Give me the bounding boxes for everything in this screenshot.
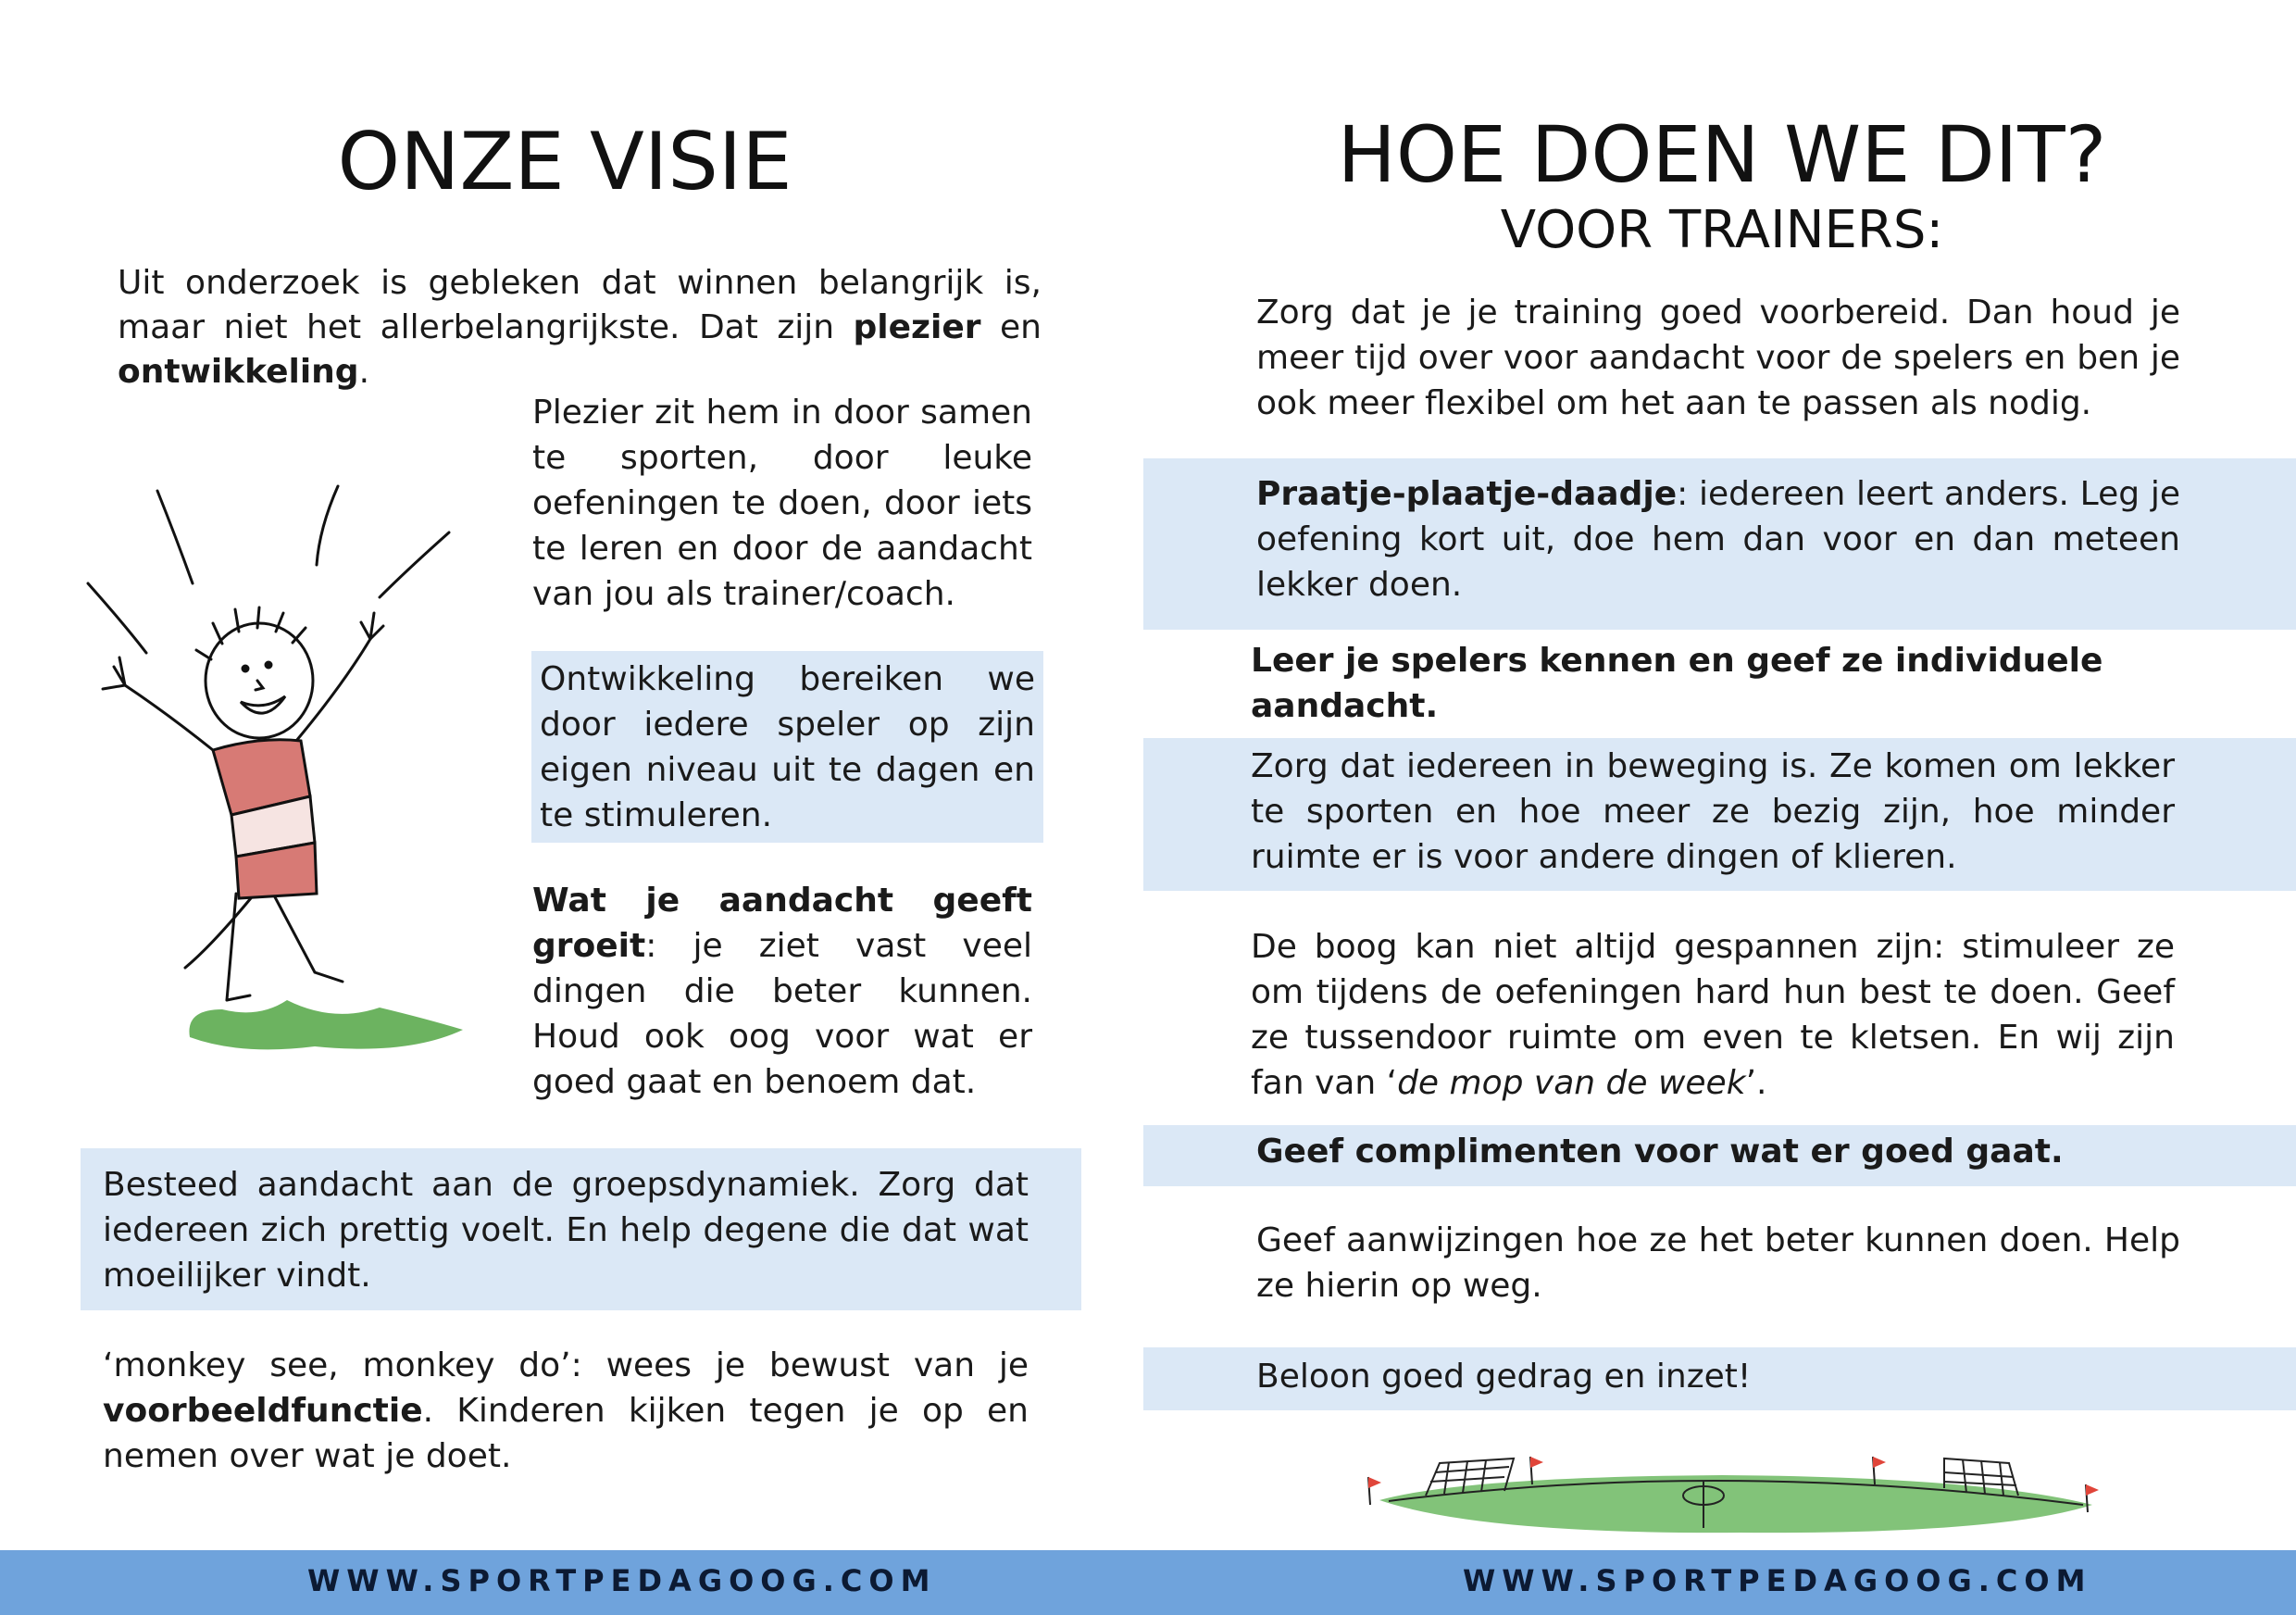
- left-arm: [125, 685, 213, 750]
- left-footer-link[interactable]: WWW.SPORTPEDAGOOG.COM: [307, 1563, 937, 1598]
- aandacht-rest: : je ziet vast veel dingen die beter kunnen. Houd ook oog voor wat er goed gaat en benoem dat.: [532, 927, 1032, 1101]
- spelers-kennen-heading: Leer je spelers kennen en geef ze individuele aandacht.: [1251, 642, 2103, 725]
- right-hand: [361, 613, 383, 639]
- football-field-drawing: [1352, 1431, 2111, 1542]
- left-foot: [227, 995, 250, 1000]
- right-footer-link[interactable]: WWW.SPORTPEDAGOOG.COM: [1463, 1563, 2092, 1598]
- groep-paragraph: Besteed aandacht aan de groepsdynamiek. Zorg dat iedereen zich prettig voelt. En help degene die dat wat moeilijker vindt.: [103, 1166, 1029, 1295]
- boog-text-a: De boog kan niet altijd gespannen zijn: stimuleer ze om tijdens de oefeningen hard hun best te doen. Geef ze tussendoor ruimte om even te kletsen. En wij zijn fan van ‘: [1251, 928, 2175, 1102]
- beweging-paragraph: Zorg dat iedereen in beweging is. Ze komen om lekker te sporten en hoe meer ze bezig zijn, hoe minder ruimte er is voor andere dingen of klieren.: [1251, 747, 2175, 876]
- boog-paragraph: [1251, 924, 2175, 1106]
- intro-text-a: Uit onderzoek is gebleken dat winnen belangrijk is, maar niet het allerbelangrijkste. Dat zijn: [118, 264, 1042, 346]
- right-leg: [227, 894, 343, 1000]
- boog-italic: de mop van de week: [1397, 1064, 1746, 1102]
- monkey-text-a: ‘monkey see, monkey do’: wees je bewust van je: [103, 1346, 1029, 1384]
- preparation-paragraph: Zorg dat je je training goed voorbereid. Dan houd je meer tijd over voor aandacht voor de spelers en ben je ook meer flexibel om het aan te passen als nodig.: [1256, 294, 2180, 422]
- intro-paragraph: [118, 261, 1042, 394]
- aandacht-bold: Wat je aandacht geeft groeit: [532, 882, 1032, 965]
- eye: [266, 662, 271, 668]
- monkey-bold: voorbeeldfunctie: [103, 1392, 423, 1430]
- nose: [256, 681, 263, 690]
- head: [206, 623, 313, 738]
- corner-flag: [1368, 1477, 1381, 1488]
- intro-bold-plezier: plezier: [853, 308, 981, 346]
- left-leg: [185, 894, 255, 968]
- monkey-paragraph: [103, 1343, 1029, 1479]
- monkey-text-b: . Kinderen kijken tegen je op en nemen over wat je doet.: [103, 1392, 1029, 1475]
- motion-line: [88, 583, 146, 653]
- praatje-rest: : iedereen leert anders. Leg je oefening kort uit, doe hem dan voor en dan meteen lekker doen.: [1256, 475, 2180, 604]
- intro-text-d: .: [358, 353, 370, 391]
- right-page-title: HOE DOEN WE DIT?: [1337, 109, 2107, 200]
- motion-line: [157, 491, 193, 583]
- eye: [243, 666, 248, 671]
- intro-text-c: en: [980, 308, 1042, 346]
- motion-line: [317, 486, 338, 565]
- aanwijzingen-paragraph: Geef aanwijzingen hoe ze het beter kunnen doen. Help ze hierin op weg.: [1256, 1221, 2180, 1305]
- corner-flag: [2086, 1484, 2099, 1496]
- left-page-title: ONZE VISIE: [337, 116, 792, 208]
- plezier-paragraph: Plezier zit hem in door samen te sporten, door leuke oefeningen te doen, door iets te leren en door de aandacht van jou als trainer/coach.: [532, 394, 1032, 613]
- corner-flag: [1530, 1457, 1543, 1468]
- grass-patch: [189, 1000, 463, 1049]
- praatje-bold: Praatje-plaatje-daadje: [1256, 475, 1678, 513]
- corner-flag: [1873, 1457, 1886, 1468]
- mouth: [241, 696, 285, 713]
- cheering-child-drawing: [74, 463, 518, 1056]
- motion-line: [380, 532, 449, 597]
- boog-text-b: ’.: [1745, 1064, 1767, 1102]
- complimenten-heading: Geef complimenten voor wat er goed gaat.: [1256, 1133, 2064, 1171]
- left-hand: [103, 657, 125, 689]
- right-page-subtitle: VOOR TRAINERS:: [1500, 200, 1944, 260]
- intro-bold-ontwikkeling: ontwikkeling: [118, 353, 359, 391]
- ontwikkeling-paragraph: Ontwikkeling bereiken we door iedere speler op zijn eigen niveau uit te dagen en te stimuleren.: [540, 660, 1035, 834]
- praatje-paragraph: [1256, 471, 2180, 607]
- aandacht-paragraph: [532, 878, 1032, 1105]
- beloon-paragraph: Beloon goed gedrag en inzet!: [1256, 1358, 1752, 1396]
